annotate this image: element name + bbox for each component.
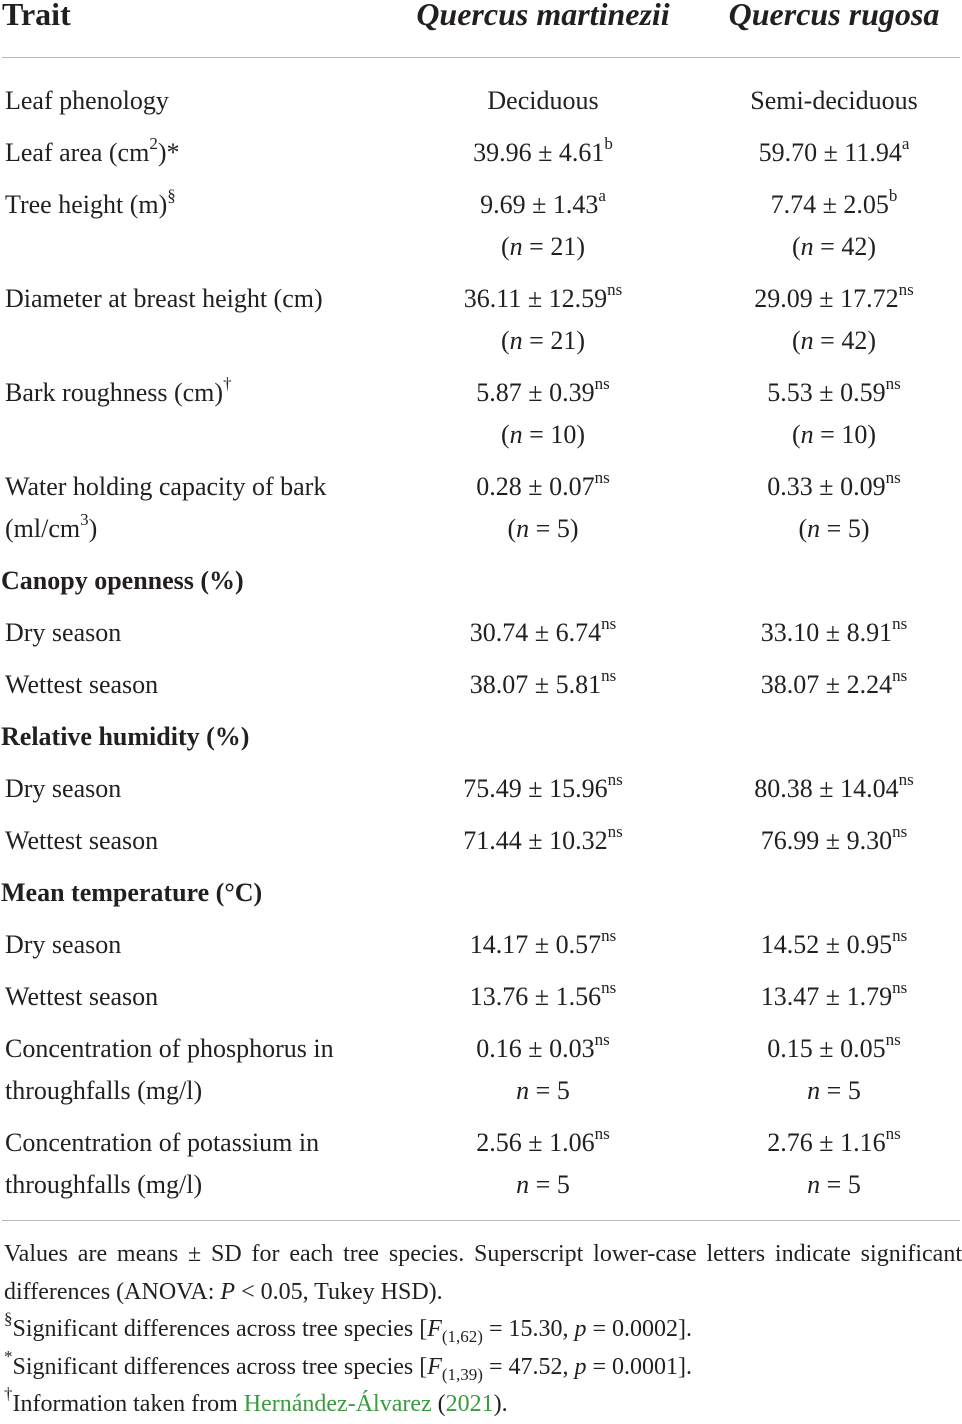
- table-row: [0, 612, 962, 664]
- trait-label-continued: throughfalls (mg/l): [5, 1170, 203, 1199]
- value-cell: $30.74 \pm 6.74^{ns}$: [469, 614, 617, 647]
- value-cell: $33.10 \pm 8.91^{ns}$: [760, 614, 908, 647]
- table-row: [0, 664, 962, 716]
- sample-size: n = 5: [807, 1170, 861, 1199]
- value-cell: 59.70 ± 11.94$^a$: [758, 134, 910, 167]
- value-cell: $38.07 \pm 2.24^{ns}$: [760, 666, 908, 699]
- section-row: [0, 716, 962, 768]
- value-cell: $76.99 \pm 9.30^{ns}$: [760, 822, 908, 855]
- footnote-dagger: †Information taken from Hernández-Álvarez (2021).: [4, 1384, 508, 1417]
- sample-size: n = 5: [516, 1076, 570, 1105]
- value-cell: $0.33 \pm 0.09^{ns}$: [767, 468, 901, 501]
- trait-label: Wettest season: [5, 982, 159, 1011]
- table-row: [0, 976, 962, 1028]
- section-heading: Canopy openness (%): [1, 566, 244, 595]
- trait-label: Tree height (m)§: [5, 186, 176, 219]
- table-row: [0, 80, 962, 132]
- sample-size: (n = 42): [791, 326, 876, 355]
- table-row: [0, 184, 962, 278]
- value-cell: $0.15 \pm 0.05^{ns}$: [767, 1030, 901, 1063]
- value-cell: 39.96 ± 4.61$^b$: [473, 134, 613, 167]
- values-note: Values are means ± SD for each tree species. Superscript lower-case letters indicate significant differences (ANOVA: P < 0.05, Tukey HSD).: [4, 1241, 962, 1305]
- table-row: [0, 1122, 962, 1216]
- value-cell: 9.69 ± 1.43$^a$: [480, 186, 606, 219]
- value-cell: $14.17 \pm 0.57^{ns}$: [469, 926, 617, 959]
- trait-label: Wettest season: [5, 670, 159, 699]
- footer-rule: [2, 1220, 960, 1221]
- value-cell: $2.56 \pm 1.06^{ns}$: [476, 1124, 610, 1157]
- value-cell: $0.28 \pm 0.07^{ns}$: [476, 468, 610, 501]
- table-row: [0, 924, 962, 976]
- trait-label: Wettest season: [5, 826, 159, 855]
- sample-size: (n = 21): [500, 232, 585, 261]
- trait-label: Dry season: [5, 930, 122, 959]
- trait-label: Water holding capacity of bark: [5, 472, 327, 501]
- value-cell: Deciduous: [487, 86, 599, 115]
- table-row: [0, 278, 962, 372]
- sample-size: (n = 10): [500, 420, 585, 449]
- trait-label: Leaf phenology: [5, 86, 169, 115]
- section-heading: Relative humidity (%): [1, 722, 250, 751]
- trait-label: Concentration of potassium in: [5, 1128, 320, 1157]
- value-cell: $13.76 \pm 1.56^{ns}$: [469, 978, 617, 1011]
- section-row: [0, 560, 962, 612]
- value-cell: $38.07 \pm 5.81^{ns}$: [469, 666, 617, 699]
- section-row: [0, 872, 962, 924]
- trait-label: Leaf area $(cm^2)*$: [5, 134, 180, 167]
- value-cell: $5.87 \pm 0.39^{ns}$: [476, 374, 610, 407]
- sample-size: n = 5: [807, 1076, 861, 1105]
- table-body: [0, 80, 962, 1216]
- trait-label-continued: $(ml/cm^3)$: [5, 510, 98, 543]
- trait-label: Diameter at breast height (cm): [5, 284, 323, 313]
- table-row: [0, 372, 962, 466]
- table-row: [0, 132, 962, 184]
- header-species-1: Quercus martinezii: [416, 0, 670, 32]
- value-cell: $80.38 \pm 14.04^{ns}$: [754, 770, 914, 803]
- value-cell: $29.09 \pm 17.72^{ns}$: [754, 280, 914, 313]
- trait-label: Bark roughness (cm)†: [5, 374, 232, 407]
- header-rule: [2, 57, 960, 58]
- trait-label: Dry season: [5, 774, 122, 803]
- sample-size: (n = 5): [507, 514, 579, 543]
- value-cell: $71.44 \pm 10.32^{ns}$: [463, 822, 623, 855]
- value-cell: $13.47 \pm 1.79^{ns}$: [760, 978, 908, 1011]
- trait-label: Concentration of phosphorus in: [5, 1034, 334, 1063]
- sample-size: (n = 5): [798, 514, 870, 543]
- sample-size: (n = 21): [500, 326, 585, 355]
- section-heading: Mean temperature (°C): [1, 878, 263, 907]
- footnote-section-mark: §Significant differences across tree species [$F_{(1,62)} = 15.30$, p = 0.0002].: [4, 1309, 693, 1346]
- value-cell: $14.52 \pm 0.95^{ns}$: [760, 926, 908, 959]
- value-cell: $0.16 \pm 0.03^{ns}$: [476, 1030, 610, 1063]
- sample-size: (n = 10): [791, 420, 876, 449]
- value-cell: $5.53 \pm 0.59^{ns}$: [767, 374, 901, 407]
- trait-label: Dry season: [5, 618, 122, 647]
- citation-year-link[interactable]: 2021: [445, 1391, 494, 1417]
- header-trait: Trait: [2, 0, 71, 32]
- sample-size: (n = 42): [791, 232, 876, 261]
- sample-size: n = 5: [516, 1170, 570, 1199]
- table-row: [0, 1028, 962, 1122]
- citation-author-link[interactable]: Hernández-Álvarez: [243, 1391, 432, 1417]
- table-header: [0, 0, 962, 40]
- footnote-asterisk: *Significant differences across tree species [$F_{(1,39)} = 47.52$, p = 0.0001].: [4, 1346, 693, 1384]
- header-species-2: Quercus rugosa: [728, 0, 940, 32]
- table-row: [0, 768, 962, 820]
- table-footnotes: [4, 1236, 962, 1424]
- value-cell: Semi-deciduous: [750, 86, 918, 115]
- trait-label-continued: throughfalls (mg/l): [5, 1076, 203, 1105]
- table-row: [0, 466, 962, 560]
- table-row: [0, 820, 962, 872]
- value-cell: $2.76 \pm 1.16^{ns}$: [767, 1124, 901, 1157]
- value-cell: $75.49 \pm 15.96^{ns}$: [463, 770, 623, 803]
- value-cell: $36.11 \pm 12.59^{ns}$: [463, 280, 623, 313]
- value-cell: 7.74 ± 2.05$^b$: [770, 186, 898, 219]
